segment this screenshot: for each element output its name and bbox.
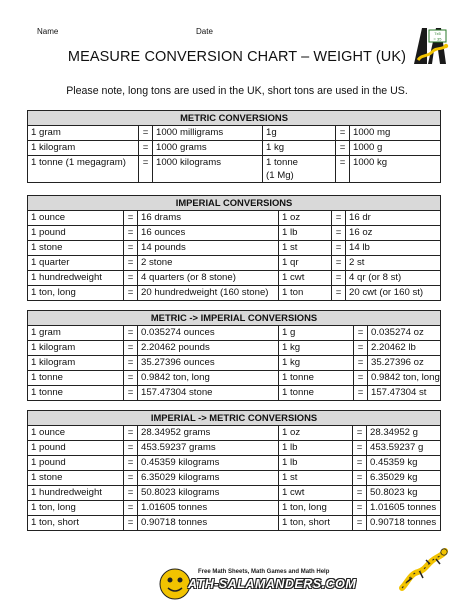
imperial-conversions-table <box>27 195 441 301</box>
logo-text-top: 7x5 <box>434 31 441 36</box>
table-cell: 1000 kilograms <box>153 156 263 183</box>
table-row <box>28 356 441 371</box>
name-label: Name <box>37 27 59 36</box>
equals-cell: = <box>354 341 368 356</box>
table-cell: 1000 grams <box>153 141 263 156</box>
equals-cell: = <box>332 286 346 301</box>
table-cell: 1 lb <box>279 456 353 471</box>
table-cell: 0.9842 ton, long <box>138 371 279 386</box>
footer-brand: ATH-SALAMANDERS.COM <box>188 577 357 591</box>
table-row <box>28 226 441 241</box>
table-cell: 14 lb <box>346 241 441 256</box>
table-cell: 1 kilogram <box>28 356 124 371</box>
table-cell: 2 st <box>346 256 441 271</box>
table-cell: 1.01605 tonnes <box>367 501 441 516</box>
metric-imperial-conversions-table <box>27 310 441 401</box>
table-cell: 28.34952 g <box>367 426 441 441</box>
table-cell: 4 qr (or 8 st) <box>346 271 441 286</box>
table-row <box>28 501 441 516</box>
equals-cell: = <box>124 326 138 341</box>
equals-cell: = <box>354 386 368 401</box>
table-row <box>28 486 441 501</box>
note-text: Please note, long tons are used in the UK, short tons are used in the US. <box>66 85 408 97</box>
equals-cell: = <box>332 256 346 271</box>
equals-cell: = <box>336 156 350 183</box>
table-cell: 0.035274 ounces <box>138 326 279 341</box>
table-cell: 1 hundredweight <box>28 271 124 286</box>
table-cell: 2 stone <box>138 256 279 271</box>
table-row <box>28 156 441 183</box>
table-cell: 2.20462 lb <box>368 341 441 356</box>
footer-banner <box>158 567 388 601</box>
table-cell: 1 stone <box>28 241 124 256</box>
table-cell: 20 cwt (or 160 st) <box>346 286 441 301</box>
table-cell: 1 lb <box>279 226 332 241</box>
equals-cell: = <box>124 486 138 501</box>
equals-cell: = <box>332 271 346 286</box>
equals-cell: = <box>124 456 138 471</box>
equals-cell: = <box>124 341 138 356</box>
equals-cell: = <box>124 241 138 256</box>
equals-cell: = <box>353 456 367 471</box>
table-row <box>28 126 441 141</box>
equals-cell: = <box>124 426 138 441</box>
table-cell: 1 cwt <box>279 271 332 286</box>
table-row <box>28 271 441 286</box>
equals-cell: = <box>336 141 350 156</box>
table-row <box>28 341 441 356</box>
equals-cell: = <box>336 126 350 141</box>
table-cell: 35.27396 oz <box>368 356 441 371</box>
equals-cell: = <box>353 486 367 501</box>
salamander-mascot-icon <box>158 567 192 601</box>
table-row <box>28 371 441 386</box>
table-cell: 1 ton, long <box>28 501 124 516</box>
table-cell: 1 tonne <box>279 386 354 401</box>
table-cell: 1000 g <box>350 141 441 156</box>
table-cell: 1 lb <box>279 441 353 456</box>
table-cell: 1 ton, short <box>279 516 353 531</box>
table-cell: 1 tonne <box>28 386 124 401</box>
equals-cell: = <box>124 441 138 456</box>
equals-cell: = <box>353 516 367 531</box>
table-cell: 1 kilogram <box>28 341 124 356</box>
table-cell: 0.45359 kg <box>367 456 441 471</box>
page-title: MEASURE CONVERSION CHART – WEIGHT (UK) <box>67 49 407 65</box>
table-header: METRIC -> IMPERIAL CONVERSIONS <box>28 311 441 326</box>
table-cell: 16 ounces <box>138 226 279 241</box>
table-header: IMPERIAL -> METRIC CONVERSIONS <box>28 411 441 426</box>
table-row <box>28 241 441 256</box>
table-cell: 1 qr <box>279 256 332 271</box>
table-cell: 0.45359 kilograms <box>138 456 279 471</box>
table-cell: 1 st <box>279 471 353 486</box>
table-cell: 1 cwt <box>279 486 353 501</box>
table-cell: 0.90718 tonnes <box>138 516 279 531</box>
table-row <box>28 286 441 301</box>
equals-cell: = <box>124 226 138 241</box>
table-cell: 4 quarters (or 8 stone) <box>138 271 279 286</box>
table-cell: 20 hundredweight (160 stone) <box>138 286 279 301</box>
table-cell: 1 gram <box>28 126 139 141</box>
table-cell: 1 oz <box>279 426 353 441</box>
table-cell: 157.47304 st <box>368 386 441 401</box>
table-cell: 0.9842 ton, long <box>368 371 441 386</box>
table-cell: 1g <box>263 126 336 141</box>
equals-cell: = <box>354 371 368 386</box>
equals-cell: = <box>332 211 346 226</box>
equals-cell: = <box>139 141 153 156</box>
table-cell: 1.01605 tonnes <box>138 501 279 516</box>
table-cell: 1000 kg <box>350 156 441 183</box>
table-cell: 0.035274 oz <box>368 326 441 341</box>
date-label: Date <box>196 27 213 36</box>
equals-cell: = <box>124 256 138 271</box>
equals-cell: = <box>124 356 138 371</box>
table-cell: 1 ounce <box>28 211 124 226</box>
table-cell: 1 kg <box>279 341 354 356</box>
table-cell: 1 pound <box>28 456 124 471</box>
table-cell: 1 tonne <box>28 371 124 386</box>
metric-conversions-table <box>27 110 441 183</box>
equals-cell: = <box>353 441 367 456</box>
table-cell: 1 tonne (1 megagram) <box>28 156 139 183</box>
table-cell: 1 kg <box>263 141 336 156</box>
table-cell: 1 tonne (1 Mg) <box>263 156 336 183</box>
equals-cell: = <box>124 271 138 286</box>
table-cell: 1 stone <box>28 471 124 486</box>
equals-cell: = <box>124 371 138 386</box>
equals-cell: = <box>124 286 138 301</box>
equals-cell: = <box>124 386 138 401</box>
equals-cell: = <box>354 356 368 371</box>
equals-cell: = <box>353 426 367 441</box>
table-cell: 1 ton, long <box>279 501 353 516</box>
equals-cell: = <box>354 326 368 341</box>
table-row <box>28 211 441 226</box>
table-cell: 1 ton <box>279 286 332 301</box>
equals-cell: = <box>139 156 153 183</box>
table-cell: 1 kg <box>279 356 354 371</box>
table-cell: 0.90718 tonnes <box>367 516 441 531</box>
equals-cell: = <box>332 226 346 241</box>
logo-text-bottom: = 35 <box>433 36 442 42</box>
table-row <box>28 516 441 531</box>
table-row <box>28 256 441 271</box>
table-header: IMPERIAL CONVERSIONS <box>28 196 441 211</box>
table-cell: 6.35029 kilograms <box>138 471 279 486</box>
table-row <box>28 386 441 401</box>
equals-cell: = <box>124 471 138 486</box>
table-cell: 1 pound <box>28 226 124 241</box>
table-row <box>28 141 441 156</box>
table-cell: 1 gram <box>28 326 124 341</box>
equals-cell: = <box>353 471 367 486</box>
equals-cell: = <box>353 501 367 516</box>
table-cell: 1000 mg <box>350 126 441 141</box>
imperial-metric-conversions-table <box>27 410 441 531</box>
table-cell: 2.20462 pounds <box>138 341 279 356</box>
table-cell: 28.34952 grams <box>138 426 279 441</box>
table-cell: 1 ounce <box>28 426 124 441</box>
table-cell: 1 quarter <box>28 256 124 271</box>
table-cell: 1 ton, short <box>28 516 124 531</box>
table-row <box>28 471 441 486</box>
table-cell: 453.59237 grams <box>138 441 279 456</box>
table-cell: 1000 milligrams <box>153 126 263 141</box>
table-cell: 6.35029 kg <box>367 471 441 486</box>
table-cell: 16 oz <box>346 226 441 241</box>
table-row <box>28 441 441 456</box>
table-cell: 16 dr <box>346 211 441 226</box>
table-cell: 1 pound <box>28 441 124 456</box>
table-cell: 16 drams <box>138 211 279 226</box>
table-row <box>28 456 441 471</box>
table-cell: 453.59237 g <box>367 441 441 456</box>
table-row <box>28 326 441 341</box>
equals-cell: = <box>124 211 138 226</box>
table-cell: 50.8023 kilograms <box>138 486 279 501</box>
table-cell: 14 pounds <box>138 241 279 256</box>
table-row <box>28 426 441 441</box>
table-cell: 1 g <box>279 326 354 341</box>
table-cell: 35.27396 ounces <box>138 356 279 371</box>
table-cell: 50.8023 kg <box>367 486 441 501</box>
footer-tagline: Free Math Sheets, Math Games and Math Help <box>198 569 330 575</box>
table-cell: 1 kilogram <box>28 141 139 156</box>
table-cell: 1 st <box>279 241 332 256</box>
salamander-icon <box>398 548 448 594</box>
equals-cell: = <box>124 516 138 531</box>
equals-cell: = <box>332 241 346 256</box>
table-cell: 1 tonne <box>279 371 354 386</box>
table-header: METRIC CONVERSIONS <box>28 111 441 126</box>
table-cell: 1 oz <box>279 211 332 226</box>
table-cell: 1 ton, long <box>28 286 124 301</box>
equals-cell: = <box>139 126 153 141</box>
table-cell: 157.47304 stone <box>138 386 279 401</box>
equals-cell: = <box>124 501 138 516</box>
table-cell: 1 hundredweight <box>28 486 124 501</box>
